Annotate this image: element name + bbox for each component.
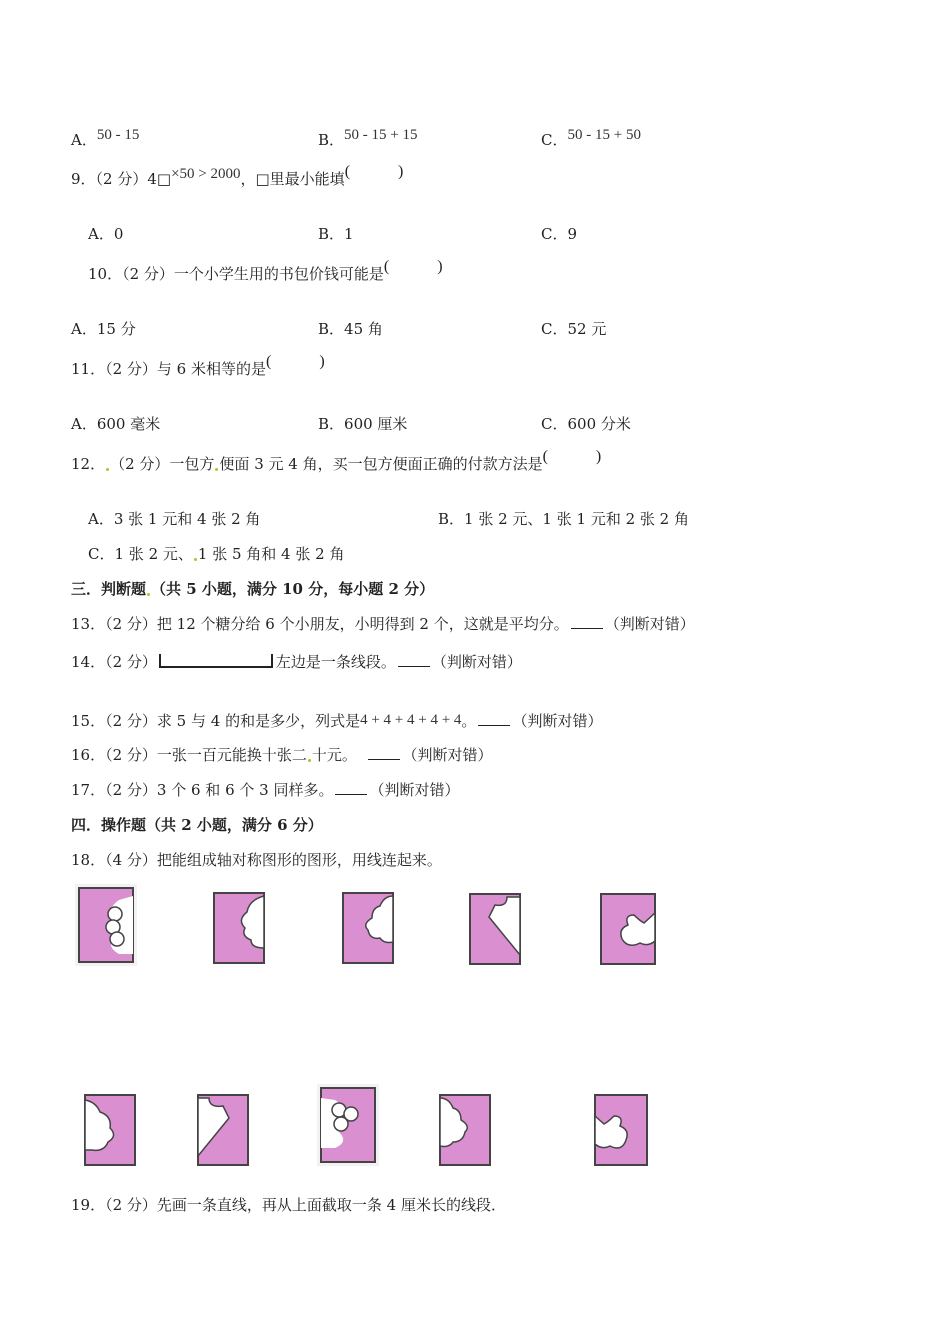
question-instruction: （判断对错） — [369, 781, 460, 799]
q11-stem — [71, 353, 347, 380]
answer-parentheses[interactable]: ( ) — [383, 258, 465, 275]
shape-card-bottom-2[interactable] — [195, 1092, 251, 1168]
option-text: 52 元 — [567, 320, 607, 338]
answer-parentheses[interactable]: ( ) — [344, 163, 426, 180]
option-text: 600 厘米 — [344, 415, 408, 433]
q13 — [71, 614, 695, 634]
line-segment-figure — [159, 654, 273, 668]
option-expression: 50 - 15 + 50 — [567, 127, 641, 143]
question-score: （2 分） — [105, 1196, 157, 1214]
q11-option-a[interactable] — [71, 414, 160, 434]
q11-option-c[interactable] — [541, 414, 631, 434]
section-subtitle: （共 5 小题，满分 10 分，每小题 2 分） — [151, 580, 435, 598]
question-number: 12． — [71, 455, 106, 473]
q17 — [71, 780, 459, 800]
shape-card-top-1[interactable] — [75, 884, 137, 966]
option-letter: C． — [541, 225, 568, 243]
section-title: 三．判断题 — [71, 580, 147, 598]
answer-parentheses[interactable]: ( ) — [542, 448, 624, 465]
option-text: 45 角 — [344, 320, 383, 338]
question-text: 左边是一条线段。 — [275, 653, 396, 671]
question-instruction: （判断对错） — [431, 653, 522, 671]
question-score: （2 分） — [105, 615, 157, 633]
question-score: （2 分） — [105, 746, 157, 764]
q12-stem — [71, 448, 624, 475]
section-4-heading: 四．操作题（共 2 小题，满分 6 分） — [71, 816, 323, 834]
shape-card-top-2[interactable] — [211, 890, 267, 966]
q19 — [71, 1195, 506, 1215]
question-score: （2 分） — [105, 653, 157, 671]
question-instruction: （判断对错） — [402, 746, 493, 764]
q12-option-b[interactable] — [438, 509, 689, 529]
q8-option-a[interactable] — [71, 127, 140, 151]
option-letter: C． — [88, 545, 115, 563]
question-text: 。 — [461, 712, 477, 730]
option-text: 1 — [344, 225, 354, 243]
question-instruction: （判断对错） — [604, 615, 695, 633]
question-score: （2 分） — [105, 712, 157, 730]
q9-stem — [71, 163, 426, 190]
question-number: 18． — [71, 851, 106, 869]
question-text: 先画一条直线，再从上面截取一条 4 厘米长的线段． — [156, 1196, 506, 1214]
question-text: 把 12 个糖分给 6 个小朋友，小明得到 2 个，这就是平均分。 — [156, 615, 569, 633]
option-text: 1 张 2 元、 — [114, 545, 193, 563]
option-text: 9 — [567, 225, 578, 243]
shape-card-bottom-4[interactable] — [437, 1092, 493, 1168]
speck-mark — [215, 468, 218, 471]
shape-card-bottom-1[interactable] — [82, 1092, 138, 1168]
question-text: 把能组成轴对称图形的图形，用线连起来。 — [156, 851, 442, 869]
q12-option-c[interactable] — [88, 544, 344, 564]
question-text: 求 5 与 4 的和是多少，列式是 — [156, 712, 361, 730]
option-text: 600 毫米 — [96, 415, 161, 433]
question-expression: ×50 > 2000 — [171, 166, 241, 182]
speck-mark — [308, 759, 311, 762]
answer-blank[interactable] — [478, 711, 510, 726]
option-letter: B． — [318, 415, 345, 433]
answer-parentheses[interactable]: ( ) — [266, 353, 347, 370]
question-number: 13． — [71, 615, 106, 633]
q10-option-c[interactable] — [541, 319, 606, 339]
answer-blank[interactable] — [398, 652, 430, 667]
answer-blank[interactable] — [368, 745, 400, 760]
option-text: 15 分 — [96, 320, 136, 338]
question-score: （2 分） — [95, 170, 148, 188]
question-number: 17． — [71, 781, 106, 799]
q9-option-a[interactable] — [88, 224, 123, 244]
question-text: 3 个 6 和 6 个 3 同样多。 — [156, 781, 334, 799]
question-number: 19． — [71, 1196, 106, 1214]
q18 — [71, 850, 442, 870]
answer-blank[interactable] — [335, 780, 367, 795]
option-text: 0 — [113, 225, 124, 243]
option-letter: A． — [88, 510, 114, 528]
q8-option-b[interactable] — [318, 127, 418, 151]
option-letter: B． — [318, 320, 345, 338]
q8-option-c[interactable] — [541, 127, 641, 151]
answer-blank[interactable] — [571, 614, 603, 629]
option-text: 600 分米 — [567, 415, 631, 433]
question-score: （2 分） — [105, 781, 157, 799]
question-score: （4 分） — [105, 851, 157, 869]
option-letter: A． — [71, 415, 97, 433]
question-number: 15． — [71, 712, 106, 730]
q14 — [71, 652, 522, 672]
question-text: ，□里最小能填 — [240, 170, 345, 188]
option-expression: 50 - 15 + 15 — [344, 127, 418, 143]
q15 — [71, 711, 602, 732]
option-letter: C． — [541, 415, 568, 433]
question-text: 一张一百元能换十张二 — [156, 746, 307, 764]
option-letter: B． — [318, 225, 345, 243]
speck-mark — [147, 593, 150, 596]
question-number: 9． — [71, 170, 96, 188]
section-3-heading — [71, 579, 434, 599]
question-text: 一包方 — [169, 455, 215, 473]
q12-option-a[interactable] — [88, 509, 260, 529]
question-number: 14． — [71, 653, 106, 671]
option-letter: A． — [71, 131, 97, 149]
question-text: 一个小学生用的书包价钱可能是 — [173, 265, 384, 283]
option-letter: A． — [88, 225, 114, 243]
option-text: 1 张 2 元、1 张 1 元和 2 张 2 角 — [464, 510, 689, 528]
question-text: 4□ — [147, 170, 172, 188]
q9-option-c[interactable] — [541, 224, 577, 244]
question-number: 11． — [71, 360, 106, 378]
option-text: 1 张 5 角和 4 张 2 角 — [197, 545, 345, 563]
option-letter: C． — [541, 320, 568, 338]
option-expression: 50 - 15 — [96, 127, 140, 143]
option-letter: B． — [438, 510, 465, 528]
question-number: 16． — [71, 746, 106, 764]
q16 — [71, 745, 493, 765]
question-score: （2 分） — [110, 455, 170, 473]
speck-mark — [194, 558, 197, 561]
question-number: 10． — [88, 265, 123, 283]
question-text: 便面 3 元 4 角，买一包方便面正确的付款方法是 — [219, 455, 543, 473]
q11-option-b[interactable] — [318, 414, 407, 434]
question-text: 十元。 — [311, 746, 357, 764]
shape-card-bottom-3[interactable] — [317, 1084, 379, 1166]
q10-option-a[interactable] — [71, 319, 136, 339]
speck-mark — [106, 468, 109, 471]
option-letter: B． — [318, 131, 345, 149]
option-text: 3 张 1 元和 4 张 2 角 — [113, 510, 261, 528]
shape-card-top-5[interactable] — [598, 891, 658, 967]
option-letter: A． — [71, 320, 97, 338]
q9-option-b[interactable] — [318, 224, 354, 244]
question-text: 与 6 米相等的是 — [156, 360, 266, 378]
question-score: （2 分） — [105, 360, 157, 378]
question-expression: 4 + 4 + 4 + 4 + 4 — [360, 712, 462, 728]
shape-card-top-3[interactable] — [340, 890, 396, 966]
option-letter: C． — [541, 131, 568, 149]
q10-stem — [88, 258, 465, 285]
shape-card-top-4[interactable] — [467, 891, 523, 967]
question-instruction: （判断对错） — [512, 712, 603, 730]
q10-option-b[interactable] — [318, 319, 383, 339]
question-score: （2 分） — [122, 265, 174, 283]
shape-card-bottom-5[interactable] — [592, 1092, 650, 1168]
